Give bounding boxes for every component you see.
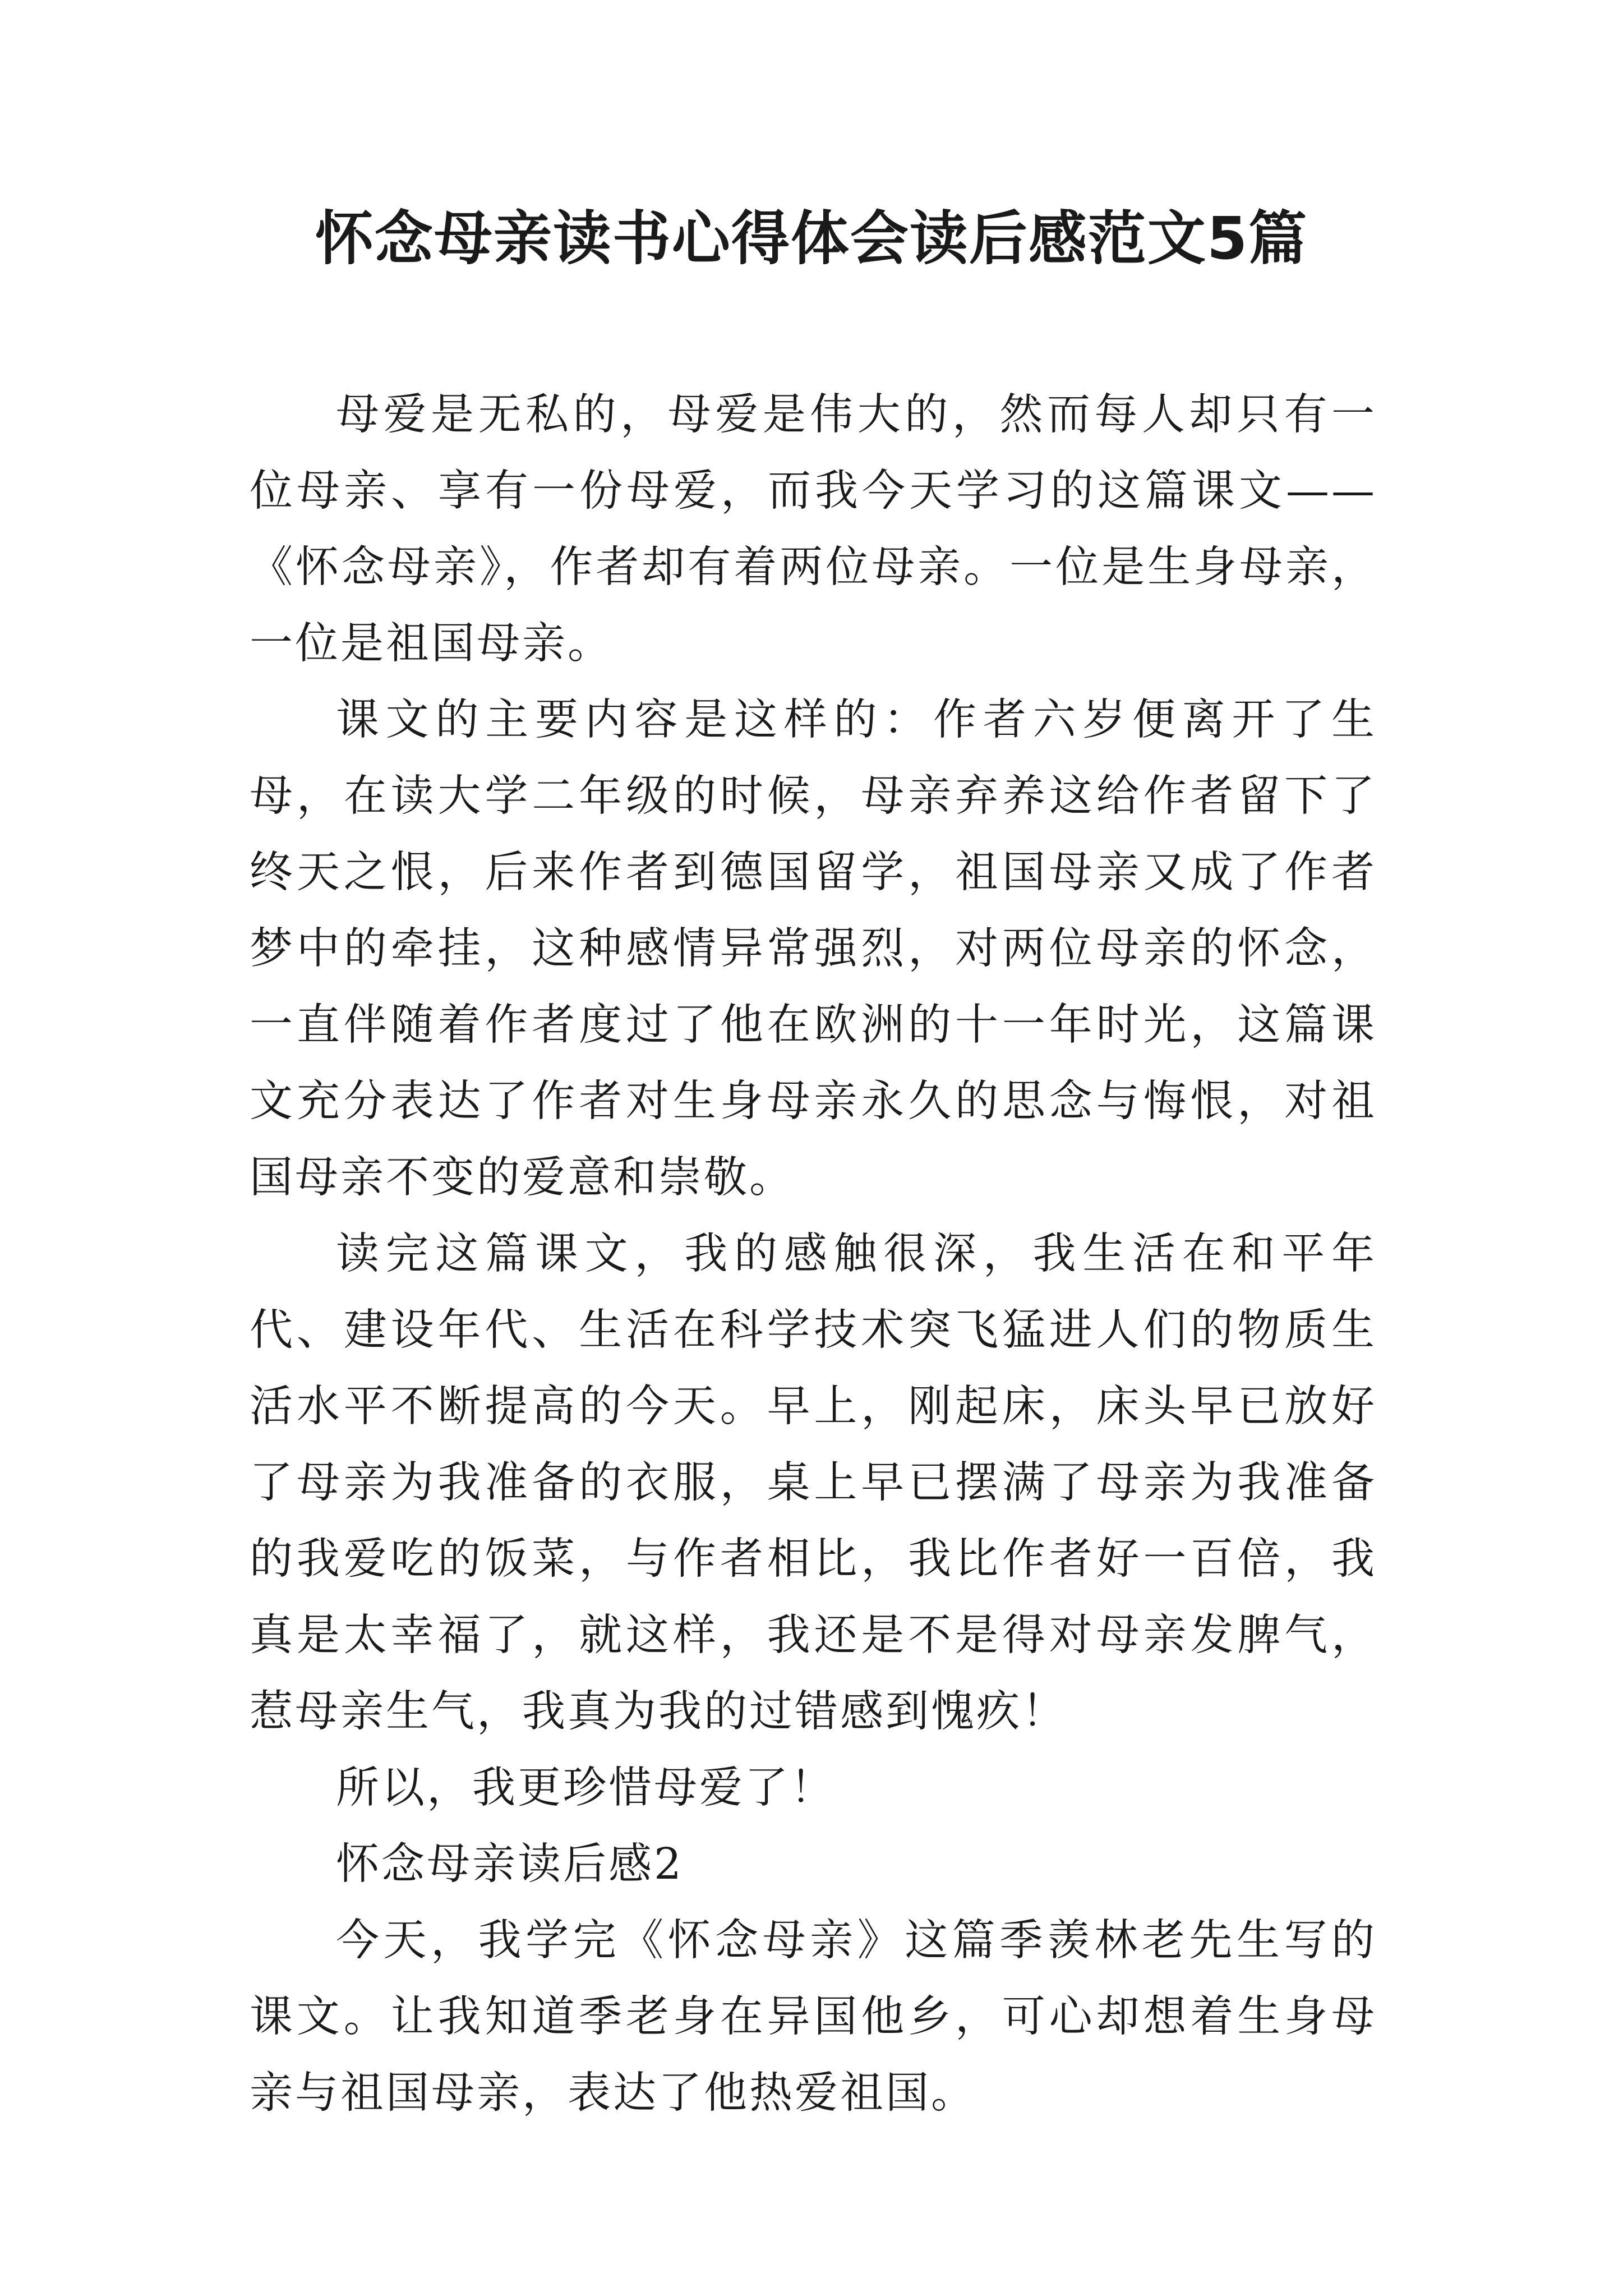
paragraph-5: 今天，我学完《怀念母亲》这篇季羡林老先生写的课文。让我知道季老身在异国他乡，可心却想着生身母亲与祖国母亲，表达了他热爱祖国。: [250, 1916, 1377, 2118]
paragraph-1: 母爱是无私的，母爱是伟大的，然而每人却只有一位母亲、享有一份母爱，而我今天学习的这篇课文——《怀念母亲》，作者却有着两位母亲。一位是生身母亲，一位是祖国母亲。: [250, 390, 1377, 669]
document-title: 怀念母亲读书心得体会读后感范文5篇: [315, 204, 1308, 273]
section-heading: 怀念母亲读后感2: [336, 1839, 684, 1889]
document-body: [250, 377, 1377, 2132]
paragraph-4: 所以，我更珍惜母爱了！: [336, 1763, 836, 1813]
paragraph-3: 读完这篇课文，我的感触很深，我生活在和平年代、建设年代、生活在科学技术突飞猛进人们的物质生活水平不断提高的今天。早上，刚起床，床头早已放好了母亲为我准备的衣服，桌上早已摆满了母亲为我准备的我爱吃的饭菜，与作者相比，我比作者好一百倍，我真是太幸福了，就这样，我还是不是得对母亲发脾气，惹母亲生气，我真为我的过错感到愧疚！: [250, 1229, 1377, 1737]
paragraph-2: 课文的主要内容是这样的：作者六岁便离开了生母，在读大学二年级的时候，母亲弃养这给作者留下了终天之恨，后来作者到德国留学，祖国母亲又成了作者梦中的牵挂，这种感情异常强烈，对两位母亲的怀念，一直伴随着作者度过了他在欧洲的十一年时光，这篇课文充分表达了作者对生身母亲永久的思念与悔恨，对祖国母亲不变的爱意和崇敬。: [250, 695, 1377, 1203]
